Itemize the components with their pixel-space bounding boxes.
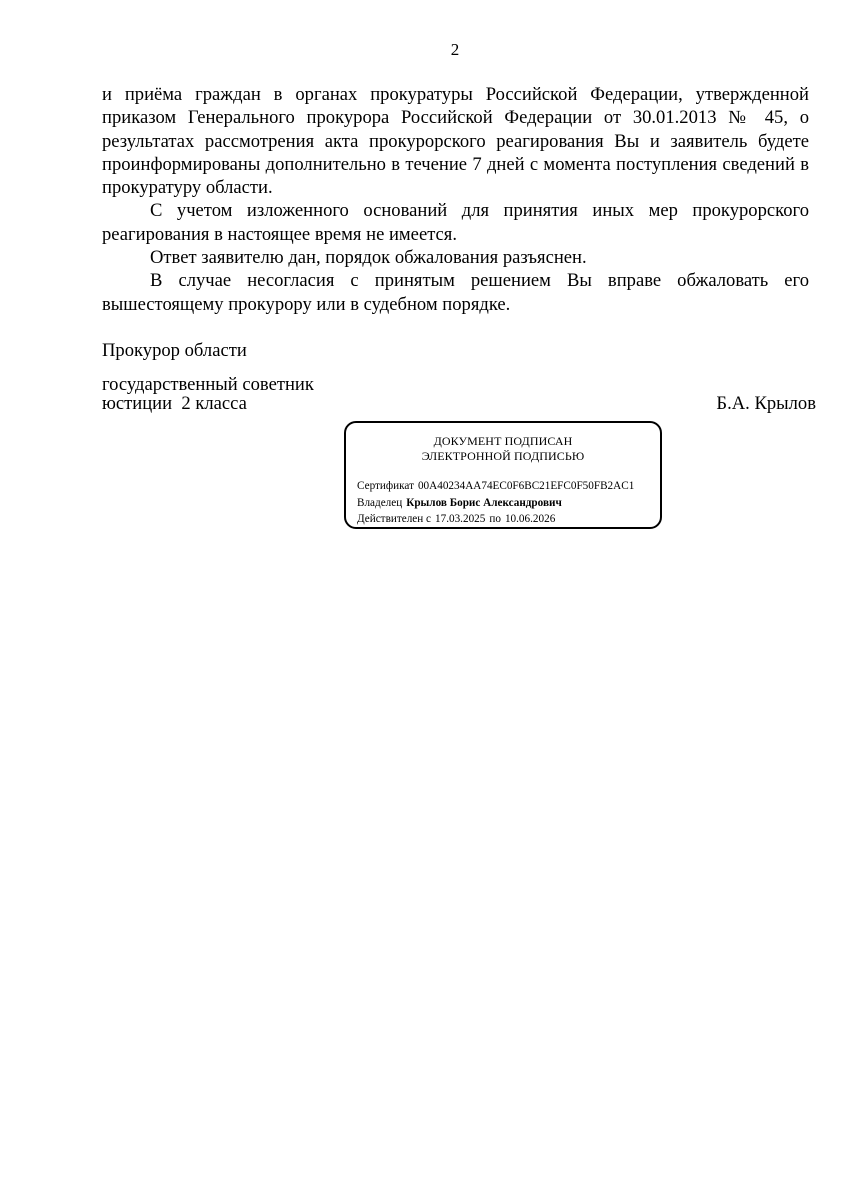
signer-position: Прокурор области bbox=[102, 340, 247, 361]
signer-name: Б.А. Крылов bbox=[716, 393, 816, 414]
owner-value: Крылов Борис Александрович bbox=[406, 497, 562, 509]
page-number: 2 bbox=[450, 40, 460, 59]
valid-from: 17.03.2025 bbox=[435, 513, 486, 525]
signer-rank-line-1: государственный советник bbox=[102, 374, 314, 395]
stamp-heading-line-1: ДОКУМЕНТ ПОДПИСАН bbox=[433, 434, 573, 448]
letter-body bbox=[102, 83, 809, 316]
paragraph-2: С учетом изложенного оснований для принятия иных мер прокурорского реагирования в настоящее время не имеется. bbox=[102, 200, 809, 245]
stamp-validity bbox=[357, 512, 555, 526]
valid-to-label: по bbox=[489, 513, 501, 525]
stamp-heading bbox=[346, 434, 660, 464]
paragraph-1: и приёма граждан в органах прокуратуры Российской Федерации, утвержденной приказом Генерального прокурора Российской Федерации от 30.01.2013 № 45, о результатах рассмотрения акта прокурорского реагирования Вы и заявитель будете проинформированы дополнительно в течение 7 дней с момента поступления сведений в прокуратуру области. bbox=[102, 84, 809, 199]
valid-label: Действителен с bbox=[357, 513, 431, 525]
paragraph-3: Ответ заявителю дан, порядок обжалования разъяснен. bbox=[150, 247, 587, 269]
stamp-owner bbox=[357, 496, 562, 510]
stamp-certificate bbox=[357, 479, 634, 493]
signer-rank-line-2: юстиции 2 класса bbox=[102, 393, 247, 414]
owner-label: Владелец bbox=[357, 497, 403, 509]
electronic-signature-stamp bbox=[344, 421, 662, 529]
certificate-value: 00A40234AA74EC0F6BC21EFC0F50FB2AC1 bbox=[417, 480, 635, 492]
valid-to: 10.06.2026 bbox=[504, 513, 556, 525]
stamp-heading-line-2: ЭЛЕКТРОННОЙ ПОДПИСЬЮ bbox=[421, 449, 585, 463]
paragraph-4: В случае несогласия с принятым решением Вы вправе обжаловать его вышестоящему прокурору или в судебном порядке. bbox=[102, 270, 809, 315]
certificate-label: Сертификат bbox=[357, 480, 414, 492]
